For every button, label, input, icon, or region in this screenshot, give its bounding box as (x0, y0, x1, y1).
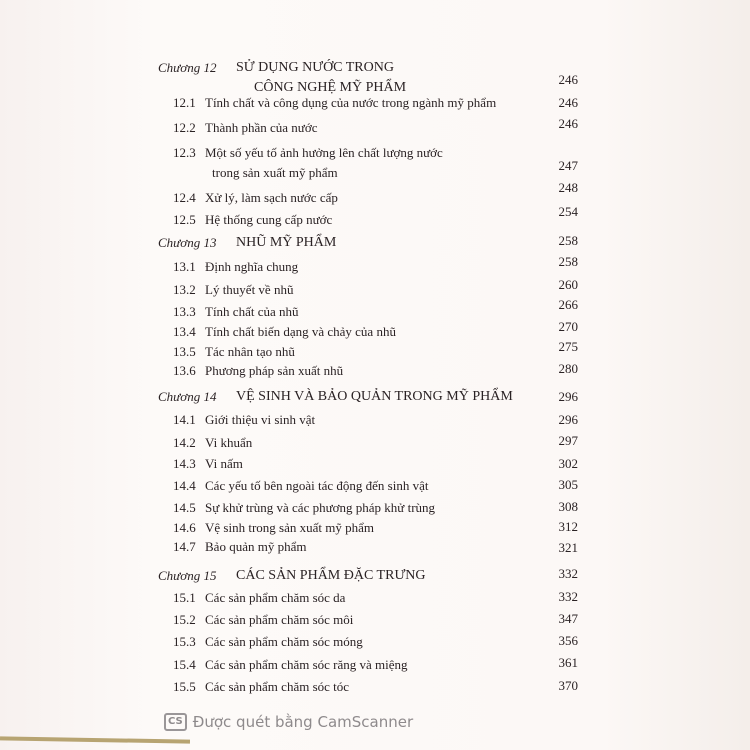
entry-title: Tính chất của nhũ (205, 304, 299, 319)
entry-title: Phương pháp sản xuất nhũ (205, 363, 344, 378)
page-number: 246 (558, 95, 578, 110)
entry-title: Các sản phẩm chăm sóc răng và miệng (205, 657, 408, 672)
page-number: 332 (558, 589, 578, 604)
page-number: 370 (558, 678, 578, 693)
entry-number: 15.3 (173, 634, 196, 649)
entry-number: 12.4 (173, 190, 196, 205)
page-number: 246 (558, 116, 578, 131)
page-number: 296 (558, 389, 578, 404)
entry-number: 15.1 (173, 590, 196, 605)
entry-title: Sự khử trùng và các phương pháp khử trùng (205, 500, 436, 515)
entry-title: Vi khuẩn (205, 435, 253, 450)
entry-title: VỆ SINH VÀ BẢO QUẢN TRONG MỸ PHẨM (236, 389, 513, 404)
entry-title: Thành phần của nước (205, 120, 318, 135)
entry-title: Tính chất và công dụng của nước trong ngành mỹ phẩm (205, 95, 497, 110)
entry-number: Chương 15 (158, 568, 217, 583)
entry-number: 15.4 (173, 657, 196, 672)
page-number: 258 (558, 254, 578, 269)
page-number: 356 (558, 633, 578, 648)
page-number: 258 (558, 233, 578, 248)
entry-title: CÁC SẢN PHẨM ĐẶC TRƯNG (236, 568, 426, 583)
entry-title: Các sản phẩm chăm sóc móng (205, 634, 363, 649)
entry-number: 13.5 (173, 344, 196, 359)
entry-title: Các sản phẩm chăm sóc tóc (205, 679, 350, 694)
page-number: 312 (558, 519, 578, 534)
entry-title: Một số yếu tố ảnh hưởng lên chất lượng nước (205, 145, 443, 160)
entry-title: Lý thuyết về nhũ (205, 282, 294, 297)
entry-number: 14.2 (173, 435, 196, 450)
page-number: 266 (558, 297, 578, 312)
page-number: 302 (558, 456, 578, 471)
entry-number: Chương 12 (158, 60, 217, 75)
entry-title: Hệ thống cung cấp nước (205, 212, 333, 227)
entry-title: SỬ DỤNG NƯỚC TRONG (236, 60, 394, 75)
page-number: 321 (558, 540, 578, 555)
page-number: 296 (558, 412, 578, 427)
entry-number: 13.4 (173, 324, 196, 339)
entry-number: 12.5 (173, 212, 196, 227)
entry-title: Xử lý, làm sạch nước cấp (205, 190, 338, 205)
entry-title: Giới thiệu vi sinh vật (205, 412, 316, 427)
entry-title-continued: trong sản xuất mỹ phẩm (212, 165, 338, 180)
entry-title: Định nghĩa chung (205, 259, 299, 274)
camscanner-logo-icon: CS (164, 713, 187, 731)
entry-number: Chương 13 (158, 235, 217, 250)
page-number: 297 (558, 433, 578, 448)
page-number: 347 (558, 611, 578, 626)
entry-title: Vệ sinh trong sản xuất mỹ phẩm (205, 520, 374, 535)
entry-number: 14.5 (173, 500, 196, 515)
entry-title: Tác nhân tạo nhũ (205, 344, 295, 359)
page-number: 246 (558, 72, 578, 87)
entry-number: 13.2 (173, 282, 196, 297)
entry-number: 14.7 (173, 539, 196, 554)
page-number: 260 (558, 277, 578, 292)
page-number: 332 (558, 566, 578, 581)
entry-number: 12.1 (173, 95, 196, 110)
entry-title: Tính chất biến dạng và chảy của nhũ (205, 324, 396, 339)
entry-number: 15.2 (173, 612, 196, 627)
page-number: 248 (558, 180, 578, 195)
entry-number: 14.1 (173, 412, 196, 427)
page-number: 254 (558, 204, 578, 219)
entry-number: 13.1 (173, 259, 196, 274)
page-number: 308 (558, 499, 578, 514)
page-number: 305 (558, 477, 578, 492)
page-number: 361 (558, 655, 578, 670)
entry-title: Vi nấm (205, 456, 243, 471)
entry-title: Các sản phẩm chăm sóc môi (205, 612, 354, 627)
page-number: 280 (558, 361, 578, 376)
entry-number: 13.3 (173, 304, 196, 319)
camscanner-watermark (164, 713, 413, 731)
entry-number: 12.3 (173, 145, 196, 160)
page-number: 247 (558, 158, 578, 173)
entry-number: 13.6 (173, 363, 196, 378)
entry-number: 14.4 (173, 478, 196, 493)
entry-title: NHŨ MỸ PHẨM (236, 235, 337, 250)
entry-number: 14.6 (173, 520, 196, 535)
page-number: 270 (558, 319, 578, 334)
entry-number: 12.2 (173, 120, 196, 135)
watermark-text: Được quét bằng CamScanner (192, 713, 414, 731)
entry-title: Các sản phẩm chăm sóc da (205, 590, 346, 605)
entry-number: 15.5 (173, 679, 196, 694)
page-number: 275 (558, 339, 578, 354)
entry-title: Các yếu tố bên ngoài tác động đến sinh vật (205, 478, 429, 493)
entry-title-continued: CÔNG NGHỆ MỸ PHẨM (254, 80, 407, 95)
entry-number: Chương 14 (158, 389, 217, 404)
entry-number: 14.3 (173, 456, 196, 471)
entry-title: Bảo quản mỹ phẩm (205, 539, 307, 554)
